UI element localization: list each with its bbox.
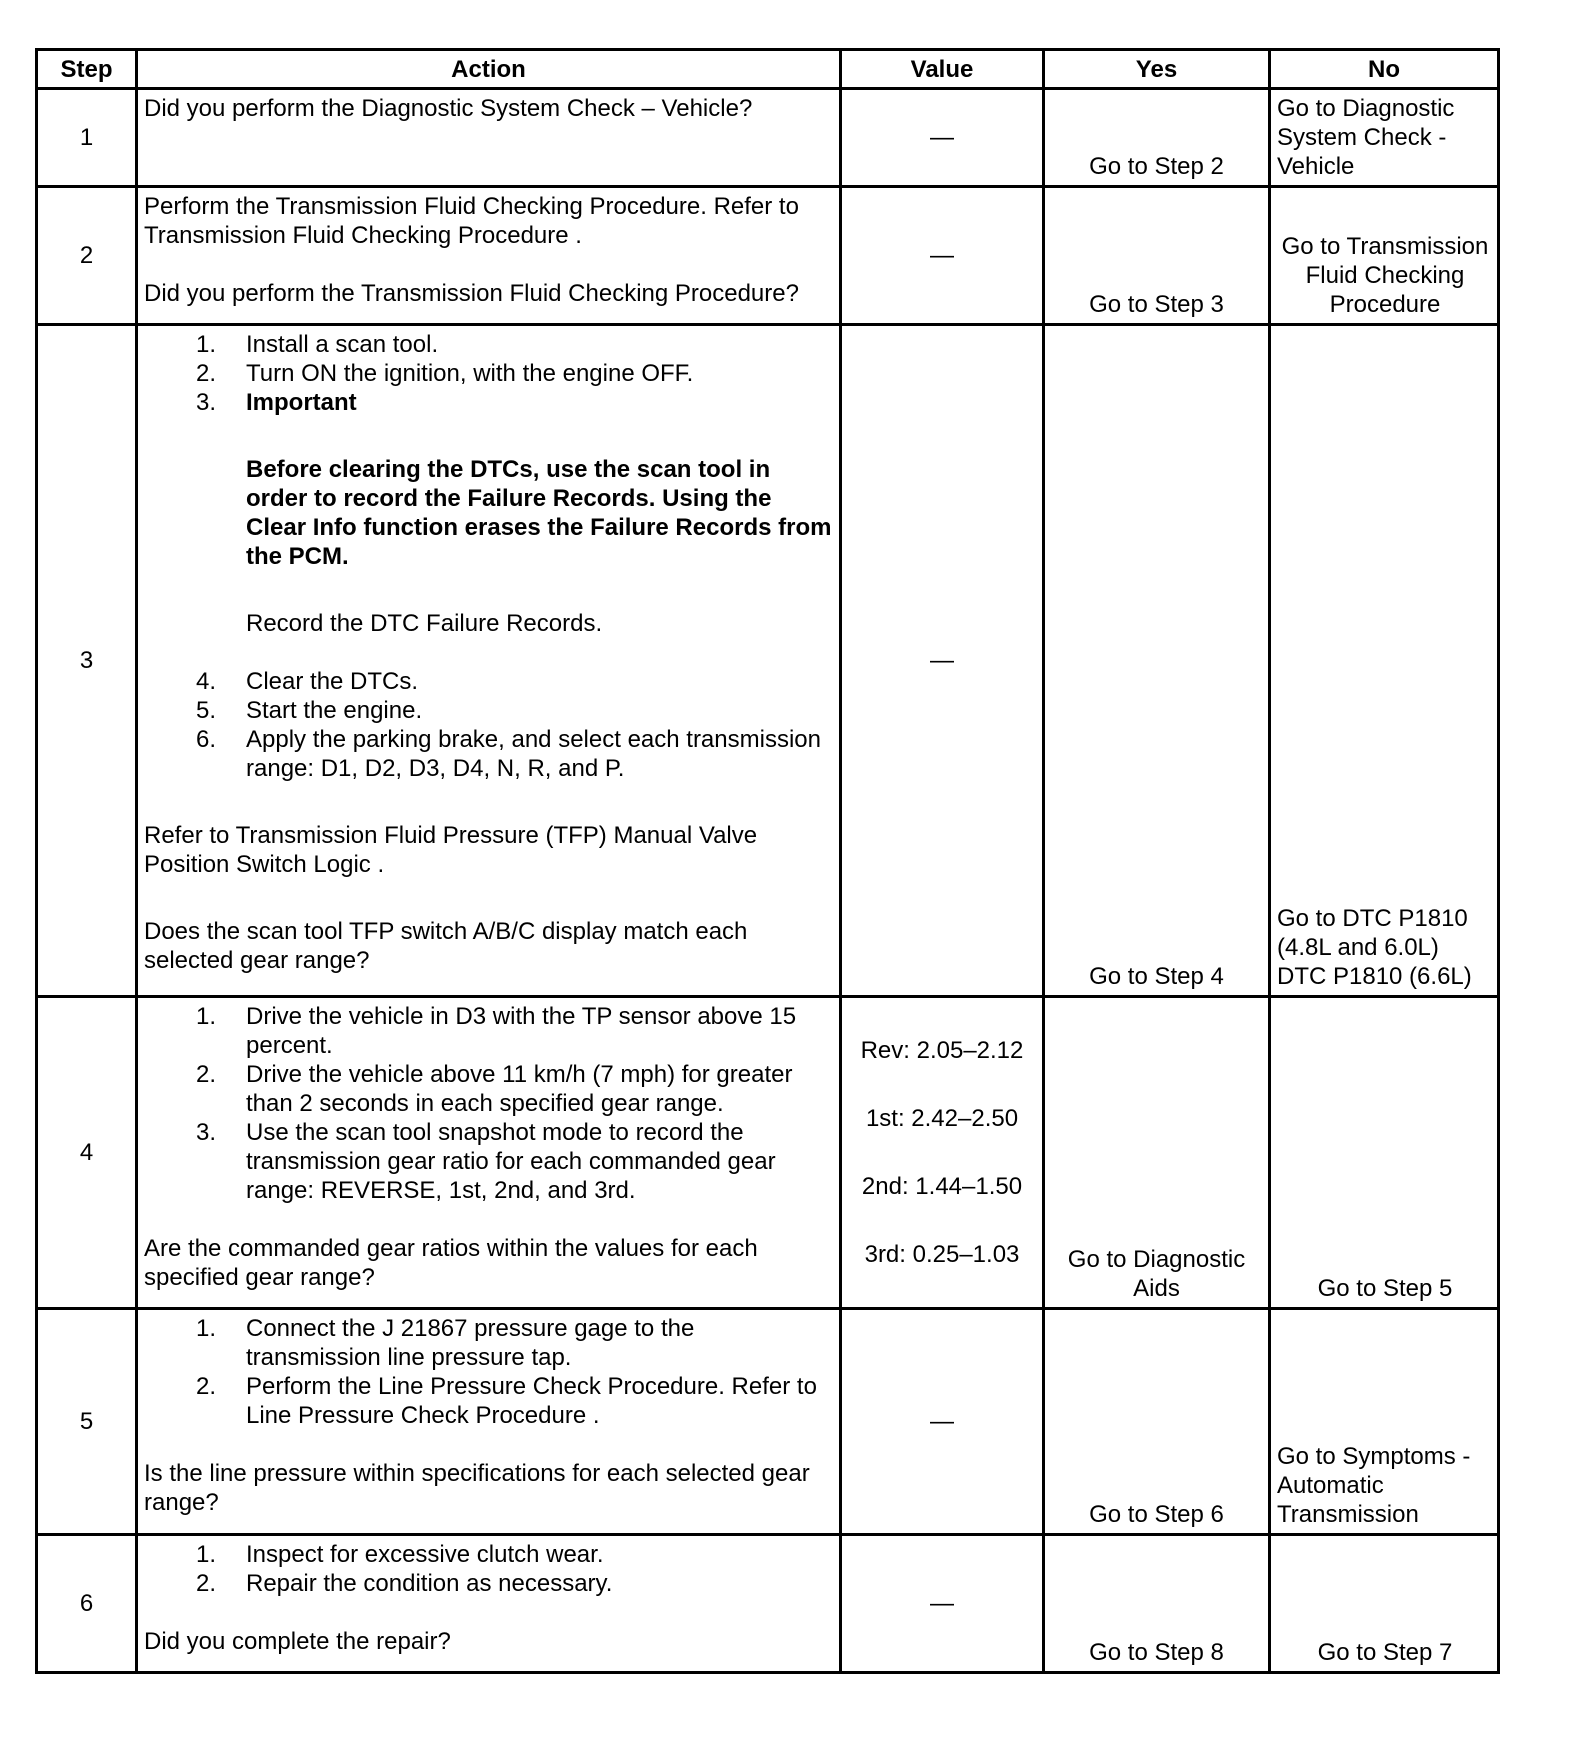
step-number: 3 [37, 325, 137, 997]
header-action: Action [137, 50, 841, 89]
list-item: 1. Drive the vehicle in D3 with the TP sensor above 15 percent. [195, 1003, 797, 1059]
list-item: 2. Drive the vehicle above 11 km/h (7 mph) for greater than 2 seconds in each specified gear range. [195, 1061, 793, 1117]
action-cell [137, 1535, 841, 1673]
header-yes: Yes [1044, 50, 1270, 89]
action-cell [137, 1309, 841, 1535]
value-first: 1st: 2.42–2.50 [865, 1105, 1019, 1132]
yes-cell: Go to Step 2 [1044, 89, 1270, 187]
value-cell: — [841, 1535, 1044, 1673]
no-cell: Go to Symptoms - Automatic Transmission [1270, 1309, 1499, 1535]
list-item: 4. Clear the DTCs. [195, 668, 419, 695]
list-item: 3. Use the scan tool snapshot mode to record the transmission gear ratio for each commanded gear range: REVERSE, 1st, 2nd, and 3rd. [195, 1119, 776, 1204]
list-item: 6. Apply the parking brake, and select each transmission range: D1, D2, D3, D4, N, R, and P. [195, 726, 821, 782]
step-list [144, 330, 833, 417]
list-item: 5. Start the engine. [195, 697, 423, 724]
value-cell: — [841, 89, 1044, 187]
action-question: Is the line pressure within specifications for each selected gear range? [144, 1460, 810, 1516]
action-question: Does the scan tool TFP switch A/B/C display match each selected gear range? [144, 918, 748, 974]
action-cell [137, 89, 841, 187]
value-cell [841, 997, 1044, 1309]
value-reverse: Rev: 2.05–2.12 [860, 1037, 1024, 1064]
list-item: 2. Turn ON the ignition, with the engine OFF. [195, 360, 694, 387]
yes-cell: Go to Step 4 [1044, 325, 1270, 997]
yes-cell: Go to Step 3 [1044, 187, 1270, 325]
step-number: 5 [37, 1309, 137, 1535]
yes-cell: Go to Step 6 [1044, 1309, 1270, 1535]
no-cell: Go to Step 7 [1270, 1535, 1499, 1673]
list-item: 1. Connect the J 21867 pressure gage to the transmission line pressure tap. [195, 1315, 695, 1371]
header-step: Step [37, 50, 137, 89]
header-no: No [1270, 50, 1499, 89]
step-number: 6 [37, 1535, 137, 1673]
table-row [37, 997, 1499, 1309]
action-text: Did you perform the Diagnostic System Check – Vehicle? [144, 95, 753, 122]
action-cell [137, 997, 841, 1309]
action-cell [137, 187, 841, 325]
list-item: 2. Repair the condition as necessary. [195, 1570, 613, 1597]
table-row [37, 187, 1499, 325]
value-cell: — [841, 1309, 1044, 1535]
action-question: Are the commanded gear ratios within the values for each specified gear range? [144, 1235, 758, 1291]
yes-cell: Go to Diagnostic Aids [1044, 997, 1270, 1309]
table-row [37, 89, 1499, 187]
table-row [37, 325, 1499, 997]
value-second: 2nd: 1.44–1.50 [861, 1173, 1023, 1200]
yes-cell: Go to Step 8 [1044, 1535, 1270, 1673]
step-number: 4 [37, 997, 137, 1309]
table-row [37, 1309, 1499, 1535]
step-list [144, 1002, 833, 1205]
no-cell: Go to DTC P1810 (4.8L and 6.0L) DTC P1810 (6.6L) [1270, 325, 1499, 997]
no-cell: Go to Step 5 [1270, 997, 1499, 1309]
no-cell: Go to Diagnostic System Check - Vehicle [1270, 89, 1499, 187]
step-list [144, 1540, 833, 1598]
action-question: Did you complete the repair? [144, 1628, 451, 1655]
value-third: 3rd: 0.25–1.03 [864, 1241, 1020, 1268]
list-item: 3. Important [195, 389, 357, 416]
diagnostic-table [35, 48, 1500, 1674]
value-cell: — [841, 325, 1044, 997]
action-text: Perform the Transmission Fluid Checking Procedure. Refer to Transmission Fluid Checking Procedure . [144, 193, 799, 249]
table-row [37, 1535, 1499, 1673]
record-text: Record the DTC Failure Records. [246, 610, 603, 637]
header-row [37, 50, 1499, 89]
important-note: Before clearing the DTCs, use the scan tool in order to record the Failure Records. Using the Clear Info function erases the Failure Records from the PCM. [246, 456, 832, 570]
step-list [144, 1314, 833, 1430]
list-item: 1. Install a scan tool. [195, 331, 439, 358]
step-number: 1 [37, 89, 137, 187]
refer-text: Refer to Transmission Fluid Pressure (TFP) Manual Valve Position Switch Logic . [144, 822, 758, 878]
step-list [144, 667, 833, 783]
list-item: 2. Perform the Line Pressure Check Procedure. Refer to Line Pressure Check Procedure . [195, 1373, 817, 1429]
list-item: 1. Inspect for excessive clutch wear. [195, 1541, 604, 1568]
value-cell: — [841, 187, 1044, 325]
no-cell: Go to Transmission Fluid Checking Procedure [1270, 187, 1499, 325]
step-number: 2 [37, 187, 137, 325]
action-cell [137, 325, 841, 997]
action-question: Did you perform the Transmission Fluid Checking Procedure? [144, 280, 799, 307]
header-value: Value [841, 50, 1044, 89]
